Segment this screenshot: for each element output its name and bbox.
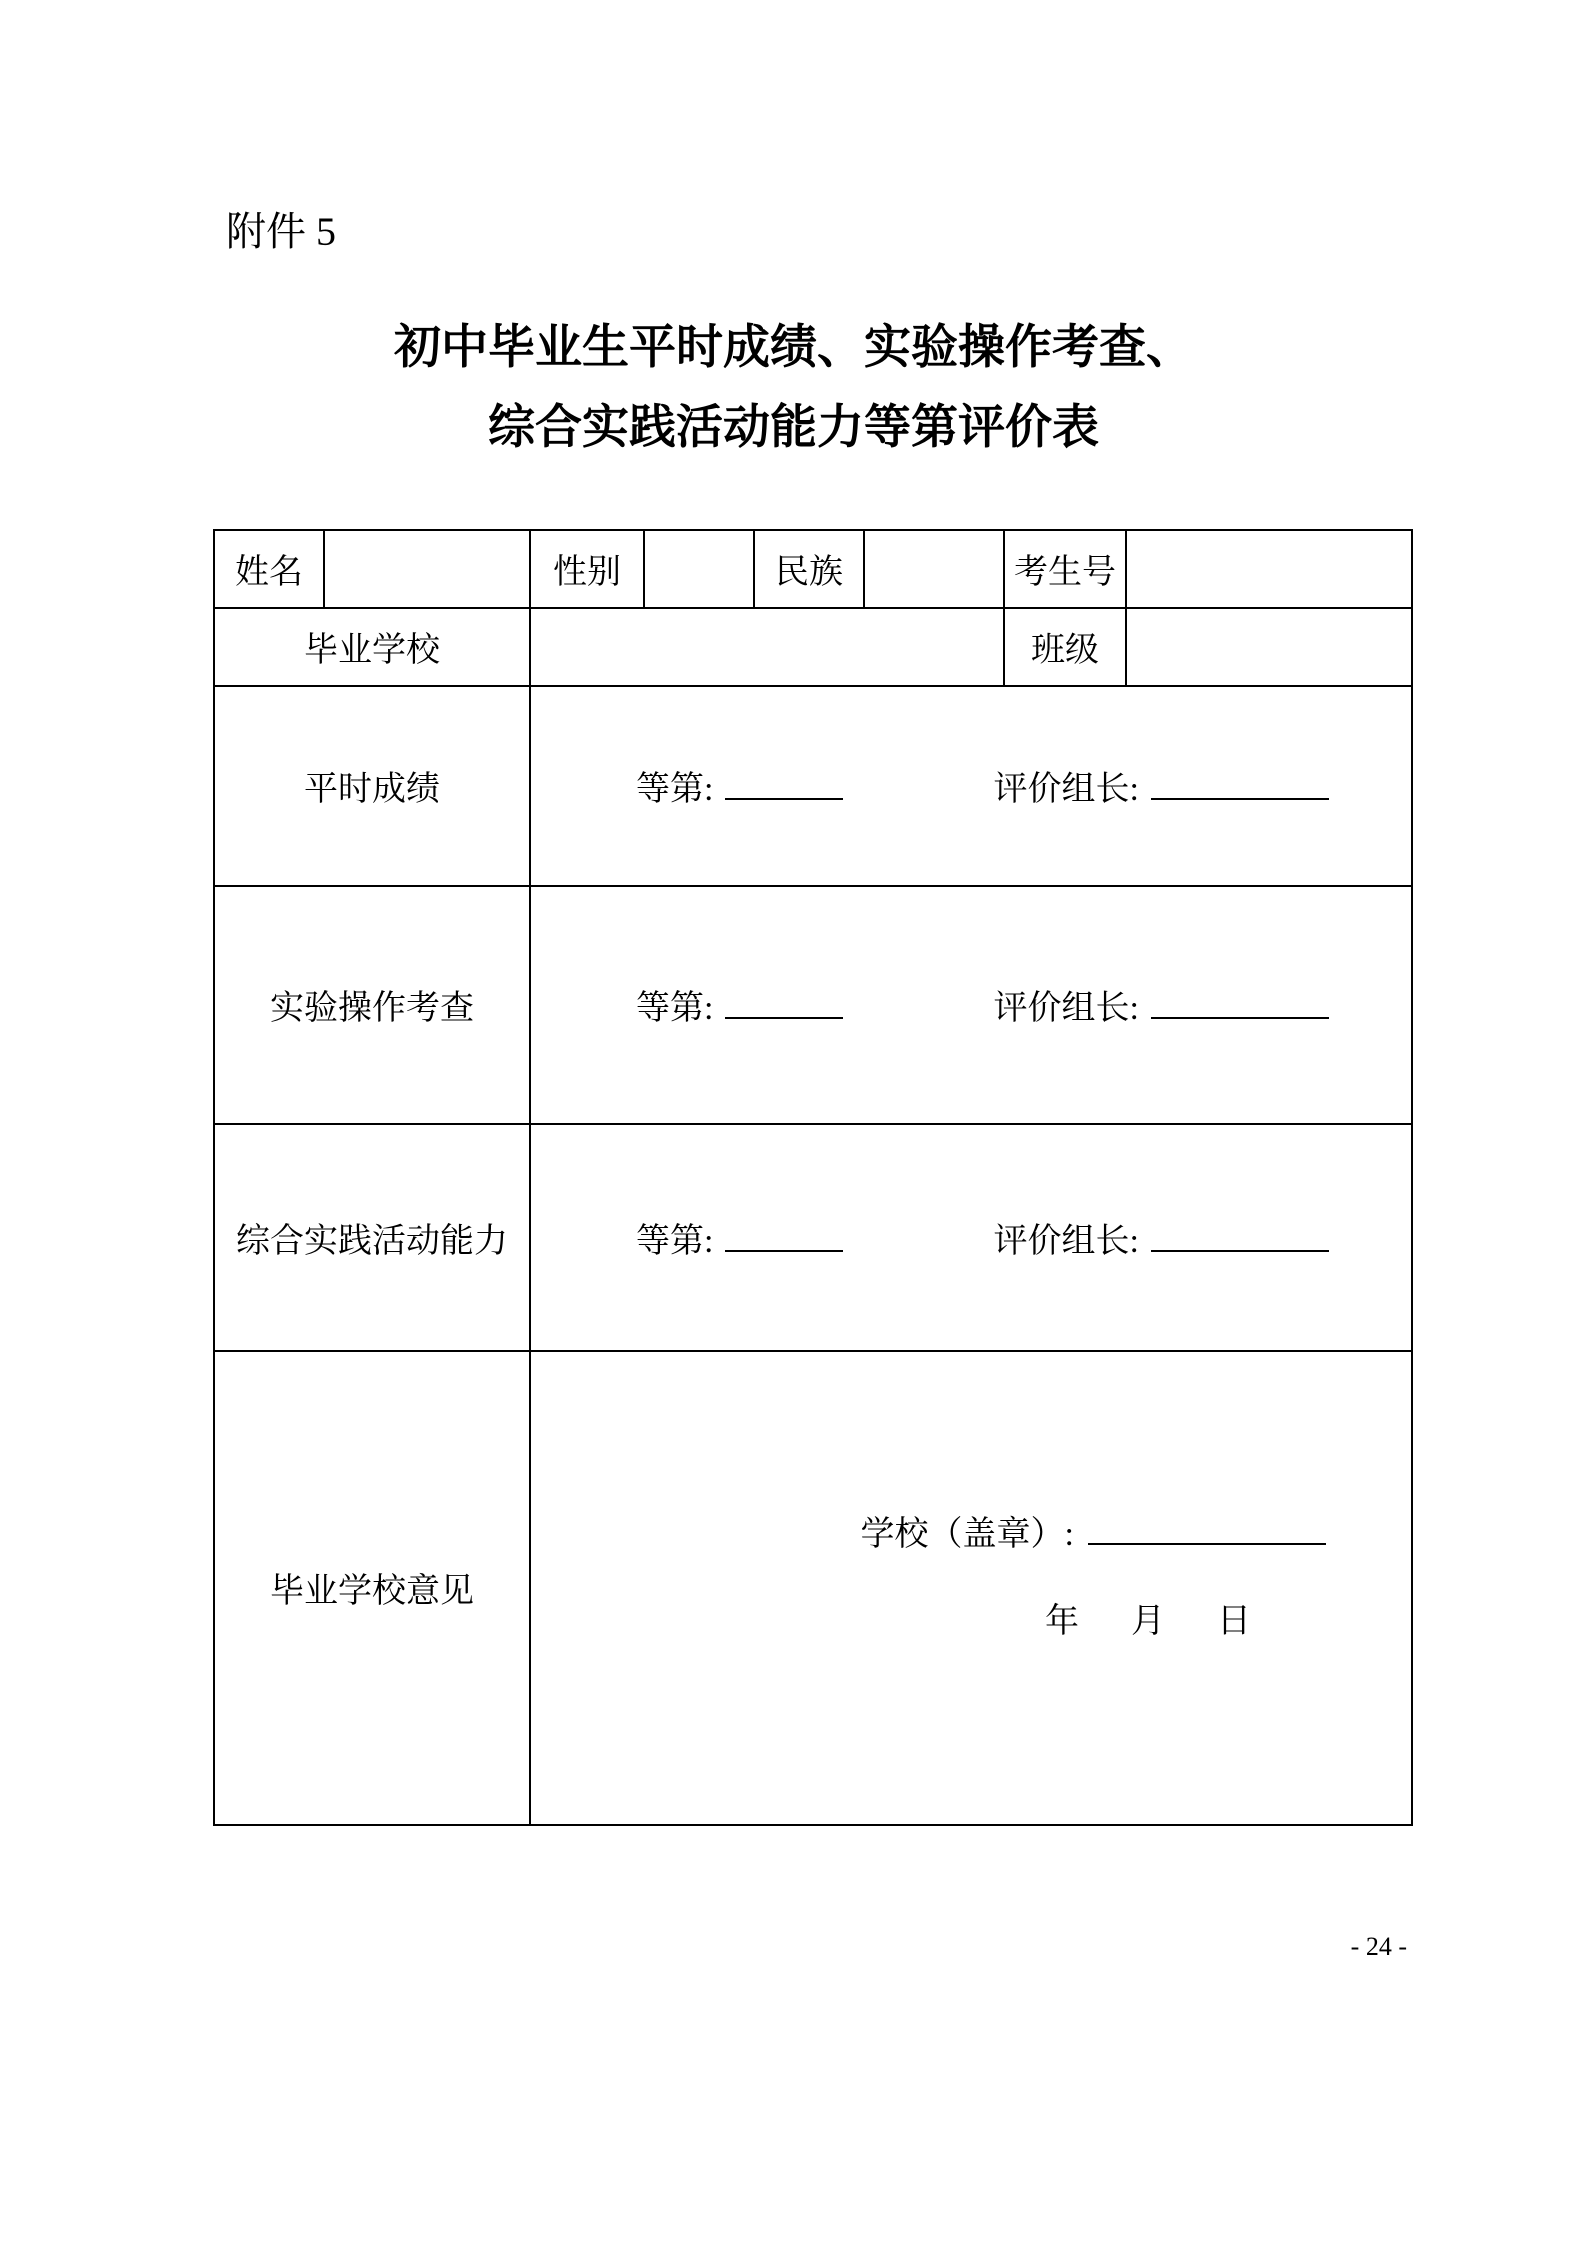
school-opinion-content-cell xyxy=(530,1351,1412,1825)
experiment-exam-content-cell xyxy=(530,886,1412,1124)
experiment-exam-row xyxy=(214,886,1412,1124)
leader-blank-line xyxy=(1151,1216,1329,1252)
gender-value-cell xyxy=(644,530,754,608)
gender-label: 性别 xyxy=(553,554,621,592)
ethnicity-label-cell xyxy=(754,530,864,608)
month-label: 月 xyxy=(1131,1602,1165,1640)
grade-blank-line xyxy=(725,983,843,1019)
title-line-1: 初中毕业生平时成绩、实验操作考查、 xyxy=(394,320,1193,373)
name-label-cell xyxy=(214,530,324,608)
class-value-cell xyxy=(1126,608,1412,686)
practice-ability-label: 综合实践活动能力 xyxy=(236,1222,508,1260)
gender-label-cell xyxy=(530,530,644,608)
attachment-label: 附件 5 xyxy=(226,209,336,254)
document-title xyxy=(0,307,1587,467)
grade-label: 等第: xyxy=(636,771,714,809)
date-line xyxy=(531,1593,1411,1642)
school-value-cell xyxy=(530,608,1004,686)
seal-label: 学校（盖章）: xyxy=(860,1515,1074,1553)
title-line-2: 综合实践活动能力等第评价表 xyxy=(488,399,1099,453)
ethnicity-label: 民族 xyxy=(775,554,843,592)
grade-blank-line xyxy=(725,764,843,800)
regular-grades-label-cell xyxy=(214,686,530,886)
leader-blank-line xyxy=(1151,983,1329,1019)
candidate-no-label: 考生号 xyxy=(1014,554,1116,592)
school-row xyxy=(214,608,1412,686)
candidate-no-value-cell xyxy=(1126,530,1412,608)
school-opinion-label-cell xyxy=(214,1351,530,1825)
class-label: 班级 xyxy=(1031,632,1099,670)
grade-blank-line xyxy=(725,1216,843,1252)
candidate-no-label-cell xyxy=(1004,530,1126,608)
regular-grades-content-cell xyxy=(530,686,1412,886)
seal-line xyxy=(531,1506,1411,1555)
regular-grades-label: 平时成绩 xyxy=(304,771,440,809)
class-label-cell xyxy=(1004,608,1126,686)
experiment-exam-label: 实验操作考查 xyxy=(270,990,474,1028)
practice-ability-label-cell xyxy=(214,1124,530,1351)
day-label: 日 xyxy=(1217,1602,1251,1640)
ethnicity-value-cell xyxy=(864,530,1004,608)
experiment-exam-label-cell xyxy=(214,886,530,1124)
page-number: - 24 - xyxy=(1350,1932,1407,1961)
school-opinion-row xyxy=(214,1351,1412,1825)
evaluation-form-table xyxy=(213,529,1413,1826)
leader-blank-line xyxy=(1151,764,1329,800)
practice-ability-content-cell xyxy=(530,1124,1412,1351)
leader-label: 评价组长: xyxy=(993,771,1139,809)
name-value-cell xyxy=(324,530,530,608)
regular-grades-row xyxy=(214,686,1412,886)
leader-label: 评价组长: xyxy=(993,990,1139,1028)
practice-ability-row xyxy=(214,1124,1412,1351)
grade-label: 等第: xyxy=(636,1222,714,1260)
seal-blank-line xyxy=(1088,1509,1326,1545)
name-label: 姓名 xyxy=(235,554,303,592)
leader-label: 评价组长: xyxy=(993,1222,1139,1260)
school-opinion-label: 毕业学校意见 xyxy=(270,1573,474,1611)
school-label: 毕业学校 xyxy=(304,632,440,670)
year-label: 年 xyxy=(1045,1602,1079,1640)
grade-label: 等第: xyxy=(636,990,714,1028)
identity-row xyxy=(214,530,1412,608)
school-label-cell xyxy=(214,608,530,686)
